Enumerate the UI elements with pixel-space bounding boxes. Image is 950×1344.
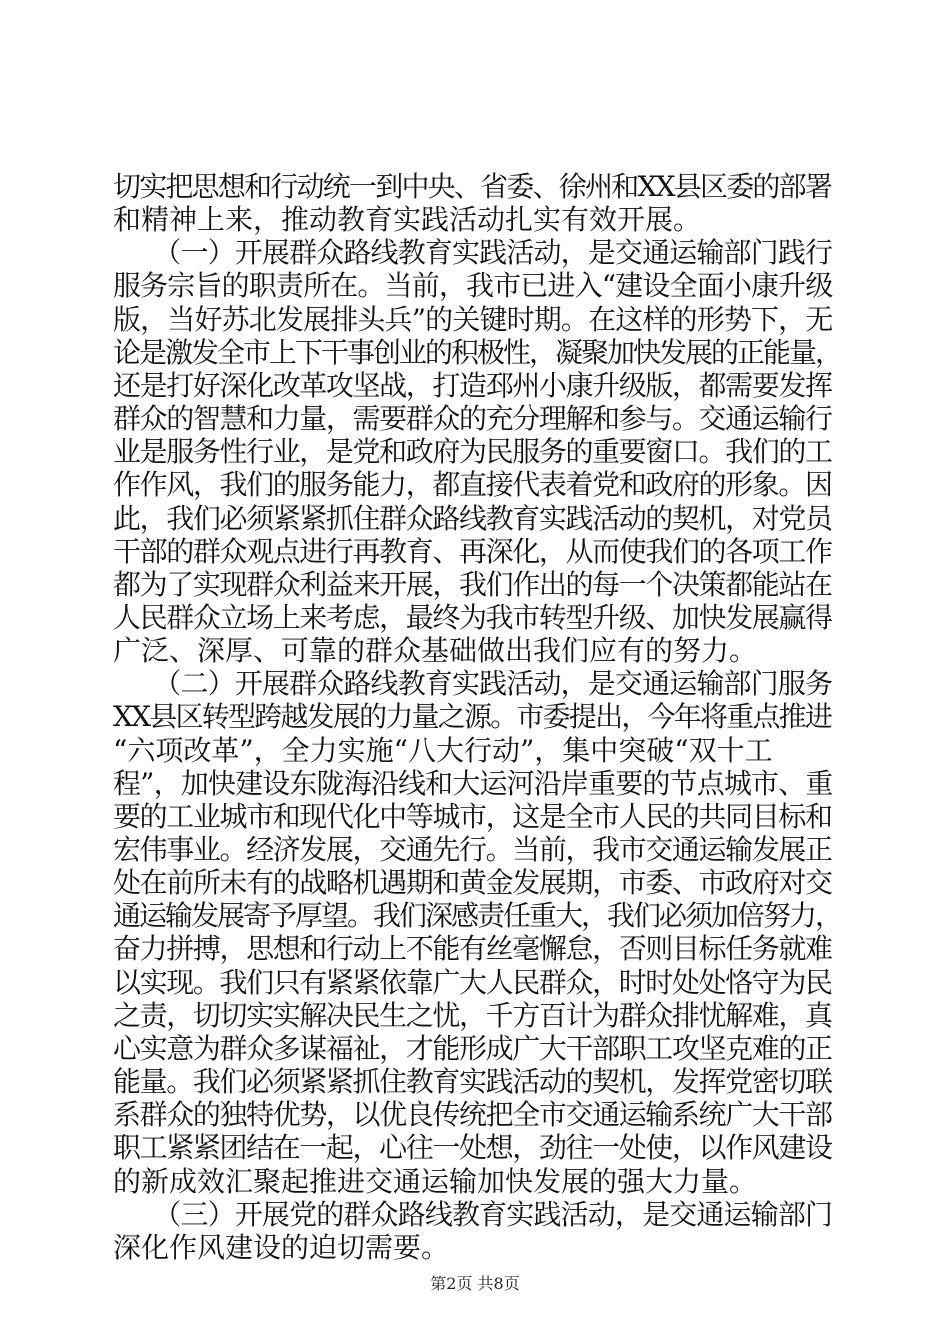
text-line: 切实把思想和行动统一到中央、省委、徐州和XX县区委的部署 bbox=[113, 170, 832, 203]
text-line: （二）开展群众路线教育实践活动，是交通运输部门服务 bbox=[113, 667, 833, 701]
text-line: （三）开展党的群众路线教育实践活动，是交通运输部门 bbox=[113, 1197, 833, 1231]
text-line: 干部的群众观点进行再教育、再深化，从而使我们的各项工作 bbox=[113, 534, 832, 568]
text-line: 都为了实现群众利益来开展，我们作出的每一个决策都能站在 bbox=[113, 567, 832, 601]
text-line: （一）开展群众路线教育实践活动，是交通运输部门践行 bbox=[113, 236, 833, 270]
text-line: 的新成效汇聚起推进交通运输加快发展的强大力量。 bbox=[113, 1164, 758, 1198]
text-line: 奋力拼搏，思想和行动上不能有丝毫懈怠，否则目标任务就难 bbox=[113, 932, 832, 966]
text-line: 广泛、深厚、可靠的群众基础做出我们应有的努力。 bbox=[113, 634, 758, 668]
text-line: “六项改革”，全力实施“八大行动”，集中突破“双十工 bbox=[113, 733, 773, 767]
text-line: 版，当好苏北发展排头兵”的关键时期。在这样的形势下，无 bbox=[113, 302, 833, 336]
text-line: 深化作风建设的迫切需要。 bbox=[113, 1230, 450, 1264]
text-line: 心实意为群众多谋福祉，才能形成广大干部职工攻坚克难的正 bbox=[113, 1031, 832, 1065]
text-line: 业是服务性行业，是党和政府为民服务的重要窗口。我们的工 bbox=[113, 435, 832, 469]
page-footer: 第2页 共8页 bbox=[430, 1274, 520, 1293]
text-line: 程”，加快建设东陇海沿线和大运河沿岸重要的节点城市、重 bbox=[113, 766, 833, 800]
text-line: 服务宗旨的职责所在。当前，我市已进入“建设全面小康升级 bbox=[113, 269, 833, 303]
text-line: 群众的智慧和力量，需要群众的充分理解和参与。交通运输行 bbox=[113, 402, 832, 436]
text-line: 处在前所未有的战略机遇期和黄金发展期，市委、市政府对交 bbox=[113, 866, 832, 900]
text-line: XX县区转型跨越发展的力量之源。市委提出，今年将重点推进 bbox=[113, 700, 832, 734]
text-line: 能量。我们必须紧紧抓住教育实践活动的契机，发挥党密切联 bbox=[113, 1065, 832, 1099]
text-line: 之责，切切实实解决民生之忧，千方百计为群众排忧解难，真 bbox=[113, 998, 832, 1032]
text-line: 还是打好深化改革攻坚战，打造邳州小康升级版，都需要发挥 bbox=[113, 368, 832, 402]
text-line: 作作风，我们的服务能力，都直接代表着党和政府的形象。因 bbox=[113, 468, 832, 502]
text-line: 以实现。我们只有紧紧依靠广大人民群众，时时处处恪守为民 bbox=[113, 965, 832, 999]
text-line: 论是激发全市上下干事创业的积极性，凝聚加快发展的正能量， bbox=[113, 335, 842, 369]
text-line: 通运输发展寄予厚望。我们深感责任重大，我们必须加倍努力， bbox=[113, 899, 842, 933]
text-line: 宏伟事业。经济发展，交通先行。当前，我市交通运输发展正 bbox=[113, 833, 832, 866]
text-line: 要的工业城市和现代化中等城市，这是全市人民的共同目标和 bbox=[113, 799, 832, 833]
text-line: 此，我们必须紧紧抓住群众路线教育实践活动的契机，对党员 bbox=[113, 501, 832, 535]
text-line: 和精神上来，推动教育实践活动扎实有效开展。 bbox=[113, 203, 702, 237]
text-line: 系群众的独特优势，以优良传统把全市交通运输系统广大干部 bbox=[113, 1098, 832, 1132]
text-line: 人民群众立场上来考虑，最终为我市转型升级、加快发展赢得 bbox=[113, 600, 832, 634]
text-line: 职工紧紧团结在一起，心往一处想，劲往一处使，以作风建设 bbox=[113, 1131, 832, 1165]
